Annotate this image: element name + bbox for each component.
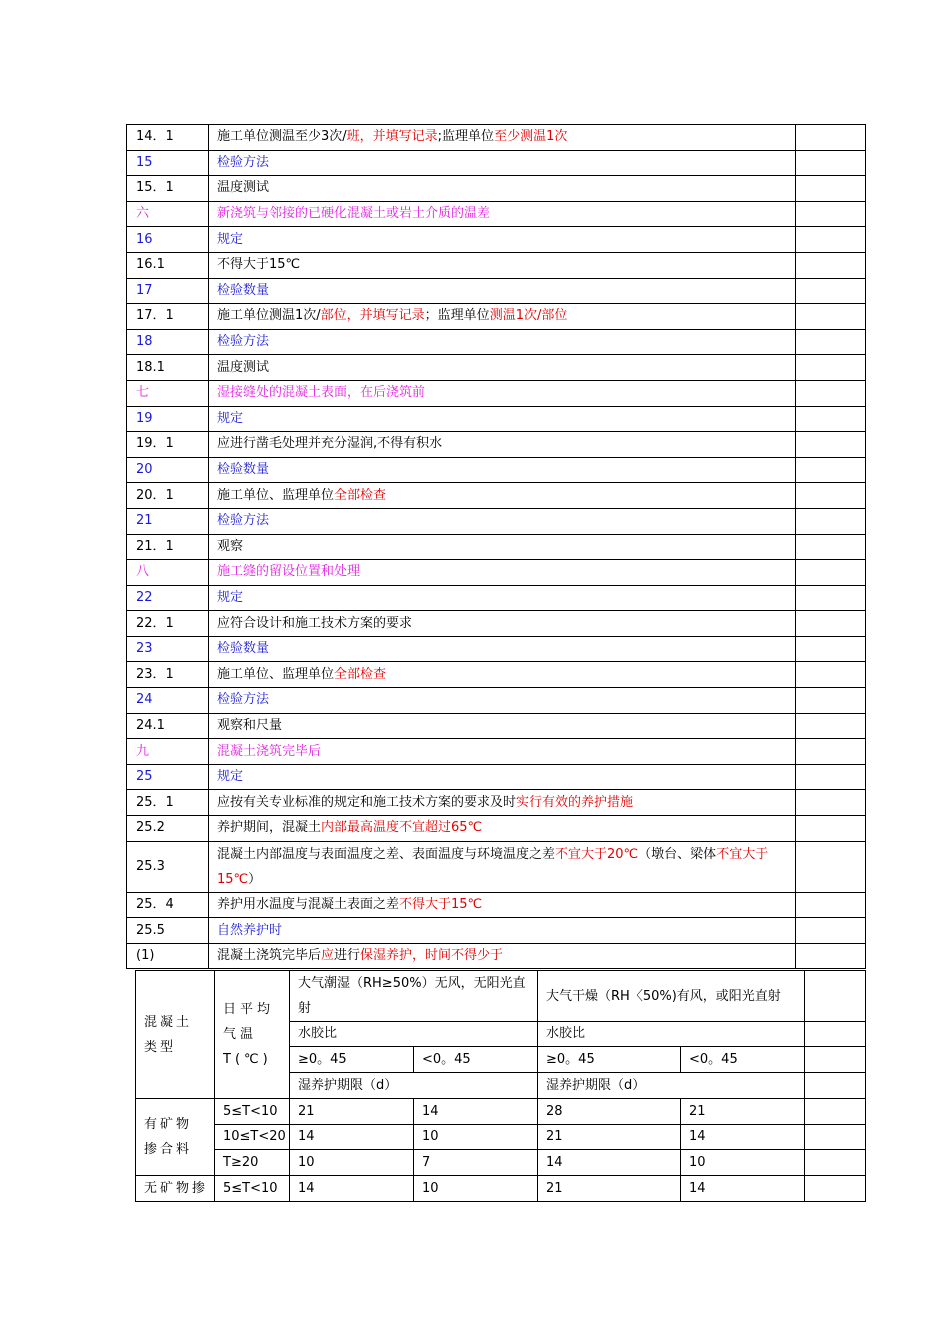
remarks-cell [796, 943, 866, 969]
content-segment: 规定 [217, 589, 244, 605]
item-content [209, 841, 796, 892]
dry-condition-header: 大气干燥（RH〈50%)有风，或阳光直射 [538, 971, 805, 1022]
item-content [209, 252, 796, 278]
item-number: 25．4 [127, 892, 209, 918]
remarks-cell [796, 125, 866, 151]
content-segment: 不得大于15℃ [217, 257, 301, 273]
wc-ge-humid: ≥0。45 [290, 1047, 414, 1073]
table-row [127, 662, 866, 688]
remarks-cell [796, 662, 866, 688]
item-content [209, 227, 796, 253]
item-content [209, 943, 796, 969]
table-row [127, 688, 866, 714]
item-number: 16 [127, 227, 209, 253]
table-row [127, 713, 866, 739]
remarks-cell [796, 585, 866, 611]
item-number: 15．1 [127, 176, 209, 202]
empty-cell [805, 1150, 866, 1176]
table-row [127, 201, 866, 227]
remarks-cell [796, 329, 866, 355]
remarks-cell [796, 764, 866, 790]
item-number: 八 [127, 560, 209, 586]
table-row [127, 483, 866, 509]
remarks-cell [796, 201, 866, 227]
period-label-humid: 湿养护期限（d） [290, 1073, 538, 1099]
item-content [209, 662, 796, 688]
content-segment: 检验方法 [217, 334, 270, 350]
content-segment: 全部检查 [334, 487, 387, 503]
remarks-cell [796, 176, 866, 202]
item-number: 16.1 [127, 252, 209, 278]
content-segment: 实行有效的养护措施 [516, 794, 634, 810]
remarks-cell [796, 892, 866, 918]
item-content [209, 816, 796, 842]
item-number: 25.2 [127, 816, 209, 842]
value-cell: 10 [414, 1176, 538, 1202]
value-cell: 21 [681, 1099, 805, 1125]
item-number: 19．1 [127, 432, 209, 458]
value-cell: 14 [681, 1176, 805, 1202]
empty-cell [805, 1022, 866, 1047]
table-row [127, 457, 866, 483]
content-segment: 应符合设计和施工技术方案的要求 [217, 615, 413, 631]
item-content [209, 739, 796, 765]
remarks-cell [796, 278, 866, 304]
remarks-cell [796, 508, 866, 534]
empty-cell [805, 1099, 866, 1125]
item-number: 七 [127, 380, 209, 406]
content-segment: 保湿养护，时间不得少于 [360, 948, 504, 964]
content-segment: 混凝土内部温度与表面温度之差、表面温度与环境温度之差 [217, 846, 556, 862]
item-number: 19 [127, 406, 209, 432]
content-segment: 检验方法 [217, 692, 270, 708]
item-content [209, 636, 796, 662]
wc-ratio-label-dry: 水胶比 [538, 1022, 805, 1047]
item-number: 22．1 [127, 611, 209, 637]
item-content [209, 432, 796, 458]
content-segment: 检验数量 [217, 282, 270, 298]
item-number: 18 [127, 329, 209, 355]
table-row [127, 636, 866, 662]
item-content [209, 201, 796, 227]
content-segment: 观察和尺量 [217, 717, 283, 733]
table-row [127, 918, 866, 944]
remarks-cell [796, 636, 866, 662]
content-segment: 自然养护时 [217, 922, 283, 938]
wc-ratio-label-humid: 水胶比 [290, 1022, 538, 1047]
table-row [127, 252, 866, 278]
table-row [127, 125, 866, 151]
content-segment: 应 [321, 948, 335, 964]
item-number: 25.3 [127, 841, 209, 892]
content-segment: 混凝土浇筑完毕后 [217, 743, 322, 759]
table-row [127, 304, 866, 330]
temp-range: 5≤T<10 [215, 1176, 290, 1202]
remarks-cell [796, 790, 866, 816]
content-segment: 养护期间，混凝土 [217, 820, 322, 836]
empty-cell [805, 1176, 866, 1202]
table-row [127, 739, 866, 765]
content-segment: 应按有关专业标准的规定和施工技术方案的要求及时 [217, 794, 517, 810]
group-without-admixture: 无矿物掺 [136, 1176, 215, 1202]
wc-ge-dry: ≥0。45 [538, 1047, 681, 1073]
content-segment: 养护用水温度与混凝土表面之差 [217, 896, 400, 912]
content-segment: 测温1次/部位 [489, 308, 568, 324]
content-segment: 检验数量 [217, 641, 270, 657]
item-number: 18.1 [127, 355, 209, 381]
item-content [209, 406, 796, 432]
remarks-cell [796, 406, 866, 432]
remarks-cell [796, 150, 866, 176]
item-number: 14．1 [127, 125, 209, 151]
remarks-cell [796, 304, 866, 330]
item-number: 20．1 [127, 483, 209, 509]
content-segment: 湿接缝处的混凝土表面，在后浇筑前 [217, 385, 426, 401]
remarks-cell [796, 816, 866, 842]
empty-cell [805, 1047, 866, 1073]
item-content [209, 278, 796, 304]
item-number: (1) [127, 943, 209, 969]
item-content [209, 534, 796, 560]
content-segment: 混凝土浇筑完毕后 [217, 948, 322, 964]
content-segment: 温度测试 [217, 359, 270, 375]
remarks-cell [796, 713, 866, 739]
content-segment: 检验数量 [217, 462, 270, 478]
table-row [127, 176, 866, 202]
remarks-cell [796, 739, 866, 765]
item-number: 21 [127, 508, 209, 534]
content-segment: 观察 [217, 538, 244, 554]
table-row [127, 892, 866, 918]
remarks-cell [796, 252, 866, 278]
content-segment: 规定 [217, 769, 244, 785]
item-number: 六 [127, 201, 209, 227]
item-content [209, 713, 796, 739]
value-cell: 21 [538, 1176, 681, 1202]
item-number: 25 [127, 764, 209, 790]
value-cell: 7 [414, 1150, 538, 1176]
content-segment: 施工单位、监理单位 [217, 487, 335, 503]
item-content [209, 688, 796, 714]
content-segment: 不宜大于15℃ [217, 846, 769, 887]
remarks-cell [796, 534, 866, 560]
table-row [127, 432, 866, 458]
avg-temp-header: 日平均气温T(℃) [215, 971, 290, 1099]
content-segment: 部位，并填写记录 [320, 308, 425, 324]
table-row [127, 355, 866, 381]
value-cell: 14 [538, 1150, 681, 1176]
inspection-table [126, 124, 866, 969]
table-row [127, 943, 866, 969]
value-cell: 10 [681, 1150, 805, 1176]
item-content [209, 329, 796, 355]
value-cell: 28 [538, 1099, 681, 1125]
table-row [127, 841, 866, 892]
table-row [127, 380, 866, 406]
value-cell: 14 [290, 1176, 414, 1202]
item-number: 九 [127, 739, 209, 765]
content-segment: 不得大于15℃ [399, 896, 483, 912]
item-number: 25．1 [127, 790, 209, 816]
value-cell: 10 [290, 1150, 414, 1176]
remarks-cell [796, 457, 866, 483]
content-segment: 温度测试 [217, 180, 270, 196]
content-segment: （墩台、梁体 [638, 846, 717, 862]
content-segment: 班，并填写记录 [346, 129, 438, 145]
humid-condition-header: 大气潮湿（RH≥50%）无风，无阳光直射 [290, 971, 538, 1022]
item-content [209, 355, 796, 381]
content-segment: 进行 [334, 948, 361, 964]
table-row [127, 150, 866, 176]
content-segment: 施工缝的留设位置和处理 [217, 564, 361, 580]
concrete-type-header: 混凝土类型 [136, 971, 215, 1099]
content-segment: 检验方法 [217, 154, 270, 170]
temp-range: T≥20 [215, 1150, 290, 1176]
table-row [127, 227, 866, 253]
wc-lt-dry: <0。45 [681, 1047, 805, 1073]
item-content [209, 483, 796, 509]
temp-range: 10≤T<20 [215, 1125, 290, 1150]
table-row [127, 534, 866, 560]
item-content [209, 585, 796, 611]
item-content [209, 457, 796, 483]
table-row [127, 764, 866, 790]
content-segment: 检验方法 [217, 513, 270, 529]
item-number: 23 [127, 636, 209, 662]
remarks-cell [796, 483, 866, 509]
item-content [209, 790, 796, 816]
item-number: 17 [127, 278, 209, 304]
item-content [209, 918, 796, 944]
table-row [127, 560, 866, 586]
temp-range: 5≤T<10 [215, 1099, 290, 1125]
item-number: 24 [127, 688, 209, 714]
content-segment: 应进行凿毛处理并充分湿润,不得有积水 [217, 436, 443, 452]
content-segment: ；监理单位 [424, 308, 490, 324]
table-row [127, 611, 866, 637]
remarks-cell [796, 380, 866, 406]
value-cell: 14 [681, 1125, 805, 1150]
inspection-table-body [127, 125, 866, 969]
remarks-cell [796, 688, 866, 714]
table-row [127, 585, 866, 611]
value-cell: 21 [290, 1099, 414, 1125]
content-segment: ） [248, 871, 262, 887]
item-content [209, 380, 796, 406]
item-number: 20 [127, 457, 209, 483]
item-number: 17．1 [127, 304, 209, 330]
item-content [209, 304, 796, 330]
content-segment: 内部最高温度不宜超过65℃ [321, 820, 483, 836]
group-with-admixture: 有矿物掺合料 [136, 1099, 215, 1176]
content-segment: 规定 [217, 410, 244, 426]
content-segment: 不宜大于20℃ [555, 846, 639, 862]
item-number: 24.1 [127, 713, 209, 739]
item-content [209, 611, 796, 637]
item-content [209, 892, 796, 918]
table-row [127, 790, 866, 816]
item-number: 21．1 [127, 534, 209, 560]
content-segment: 施工单位测温1次/ [217, 308, 321, 324]
content-segment: ;监理单位 [437, 129, 495, 145]
empty-cell [805, 1125, 866, 1150]
item-number: 23．1 [127, 662, 209, 688]
content-segment: 施工单位、监理单位 [217, 666, 335, 682]
content-segment: 规定 [217, 231, 244, 247]
value-cell: 10 [414, 1125, 538, 1150]
content-segment: 施工单位测温至少3次/ [217, 129, 347, 145]
content-segment: 至少测温1次 [494, 129, 568, 145]
item-number: 15 [127, 150, 209, 176]
empty-cell [805, 971, 866, 1022]
table-row [127, 406, 866, 432]
content-segment: 全部检查 [334, 666, 387, 682]
remarks-cell [796, 432, 866, 458]
table-row [127, 508, 866, 534]
item-content [209, 508, 796, 534]
remarks-cell [796, 227, 866, 253]
item-content [209, 764, 796, 790]
item-content [209, 150, 796, 176]
item-number: 22 [127, 585, 209, 611]
remarks-cell [796, 918, 866, 944]
empty-cell [805, 1073, 866, 1099]
period-label-dry: 湿养护期限（d） [538, 1073, 805, 1099]
value-cell: 21 [538, 1125, 681, 1150]
table-row [127, 816, 866, 842]
value-cell: 14 [290, 1125, 414, 1150]
remarks-cell [796, 611, 866, 637]
value-cell: 14 [414, 1099, 538, 1125]
item-content [209, 176, 796, 202]
remarks-cell [796, 841, 866, 892]
wc-lt-humid: <0。45 [414, 1047, 538, 1073]
curing-period-table [135, 970, 866, 1202]
content-segment: 新浇筑与邻接的已硬化混凝土或岩土介质的温差 [217, 206, 491, 222]
remarks-cell [796, 560, 866, 586]
item-number: 25.5 [127, 918, 209, 944]
item-content [209, 125, 796, 151]
table-row [127, 278, 866, 304]
item-content [209, 560, 796, 586]
table-row [127, 329, 866, 355]
remarks-cell [796, 355, 866, 381]
